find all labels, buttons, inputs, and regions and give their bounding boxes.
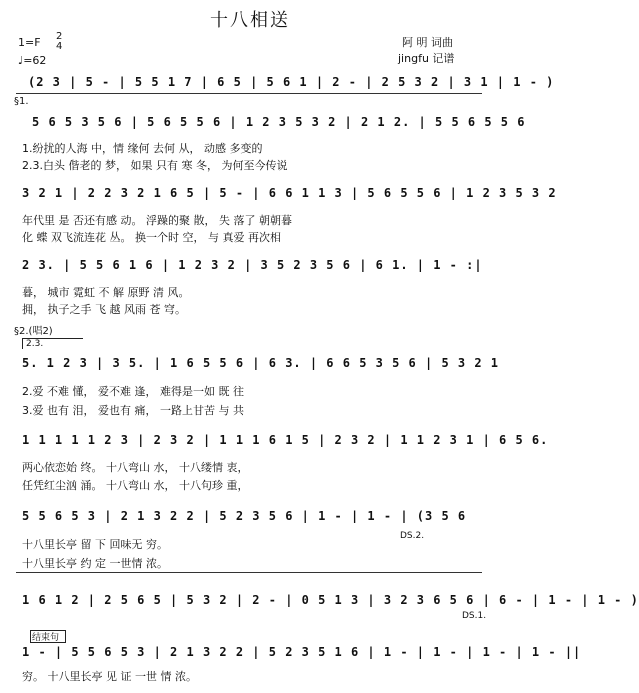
lyric-row-5-verse-1: 两心依恋始 终。 十八弯山 水， 十八缕情 衷， — [22, 461, 249, 474]
music-row-1: 5 6 5 3 5 6 | 5 6 5 5 6 | 1 2 3 5 3 2 | 2 1 2. | 5 5 6 5 5 6 — [32, 115, 526, 129]
segno-mark-1: §1. — [14, 96, 29, 107]
segno-mark-2: §2.(唱2) — [14, 326, 53, 337]
lyric-row-6-verse-2: 十八里长亭 约 定 一世情 浓。 — [22, 557, 168, 570]
row-underline — [16, 93, 482, 94]
music-row-4: 5. 1 2 3 | 3 5. | 1 6 5 5 6 | 6 3. | 6 6 5 3 5 6 | 5 3 2 1 — [22, 356, 500, 370]
row-underline-7 — [16, 572, 482, 573]
music-row-7: 1 6 1 2 | 2 5 6 5 | 5 3 2 | 2 - | 0 5 1 3 | 3 2 3 6 5 6 | 6 - | 1 - | 1 - ) — [22, 593, 639, 607]
lyric-row-5-verse-2: 任凭红尘汹 涌。 十八弯山 水， 十八句珍 重， — [22, 479, 249, 492]
key-signature: 1=F — [18, 36, 41, 49]
tempo-mark: ♩=62 — [18, 54, 47, 67]
lyric-row-4-verse-1: 2.爱 不难 懂， 爱不难 逢， 难得是一如 既 往 — [22, 385, 244, 398]
music-row-6: 5 5 6 5 3 | 2 1 3 2 2 | 5 2 3 5 6 | 1 - | 1 - | (3 5 6 — [22, 509, 467, 523]
lyric-row-3-verse-2: 拥， 执子之手 飞 越 风雨 苍 穹。 — [22, 303, 186, 316]
lyric-row-3-verse-1: 暮， 城市 霓虹 不 解 原野 清 风。 — [22, 286, 190, 299]
dal-segno-2: DS.2. — [400, 531, 425, 541]
music-row-8: 1 - | 5 5 6 5 3 | 2 1 3 2 2 | 5 2 3 5 1 6 | 1 - | 1 - | 1 - | 1 - || — [22, 645, 582, 659]
lyric-row-2-verse-1: 年代里 是 否还有感 动。 浮躁的聚 散， 失 落了 朝朝暮 — [22, 214, 292, 227]
lyric-row-1-verse-1: 1.纷扰的人海 中，情 缘何 去何 从， 动感 多变的 — [22, 142, 263, 155]
lyric-row-1-verse-2: 2.3.白头 偕老的 梦， 如果 只有 寒 冬， 为何至今传说 — [22, 159, 288, 172]
time-signature-top: 2 — [56, 31, 63, 42]
transcriber-credit: jingfu 记谱 — [398, 52, 455, 65]
music-row-3: 2 3. | 5 5 6 1 6 | 1 2 3 2 | 3 5 2 3 5 6 | 6 1. | 1 - :| — [22, 258, 483, 272]
lyric-row-2-verse-2: 化 蝶 双飞流连花 丛。 换一个时 空， 与 真爱 再次相 — [22, 231, 281, 244]
lyric-row-8: 穷。 十八里长亭 见 证 一世 情 浓。 — [22, 670, 197, 683]
music-row-intro: (2 3 | 5 - | 5 5 1 7 | 6 5 | 5 6 1 | 2 - | 2 5 3 2 | 3 1 | 1 - ) — [28, 75, 555, 89]
music-row-2: 3 2 1 | 2 2 3 2 1 6 5 | 5 - | 6 6 1 1 3 | 5 6 5 5 6 | 1 2 3 5 3 2 — [22, 186, 557, 200]
dal-segno-1: DS.1. — [462, 611, 487, 621]
ending-label: 结束句 — [32, 633, 60, 643]
time-signature-bottom: 4 — [56, 41, 63, 52]
music-row-5: 1 1 1 1 1 2 3 | 2 3 2 | 1 1 1 6 1 5 | 2 3 2 | 1 1 2 3 1 | 6 5 6. — [22, 433, 549, 447]
lyric-row-4-verse-2: 3.爱 也有 泪， 爱也有 痛， 一路上甘苦 与 共 — [22, 404, 244, 417]
volta-label: 2.3. — [26, 339, 44, 349]
lyric-row-6-verse-1: 十八里长亭 留 下 回味无 穷。 — [22, 538, 168, 551]
composer-credit: 阿 明 词曲 — [402, 36, 453, 49]
page-title: 十八相送 — [210, 10, 290, 31]
